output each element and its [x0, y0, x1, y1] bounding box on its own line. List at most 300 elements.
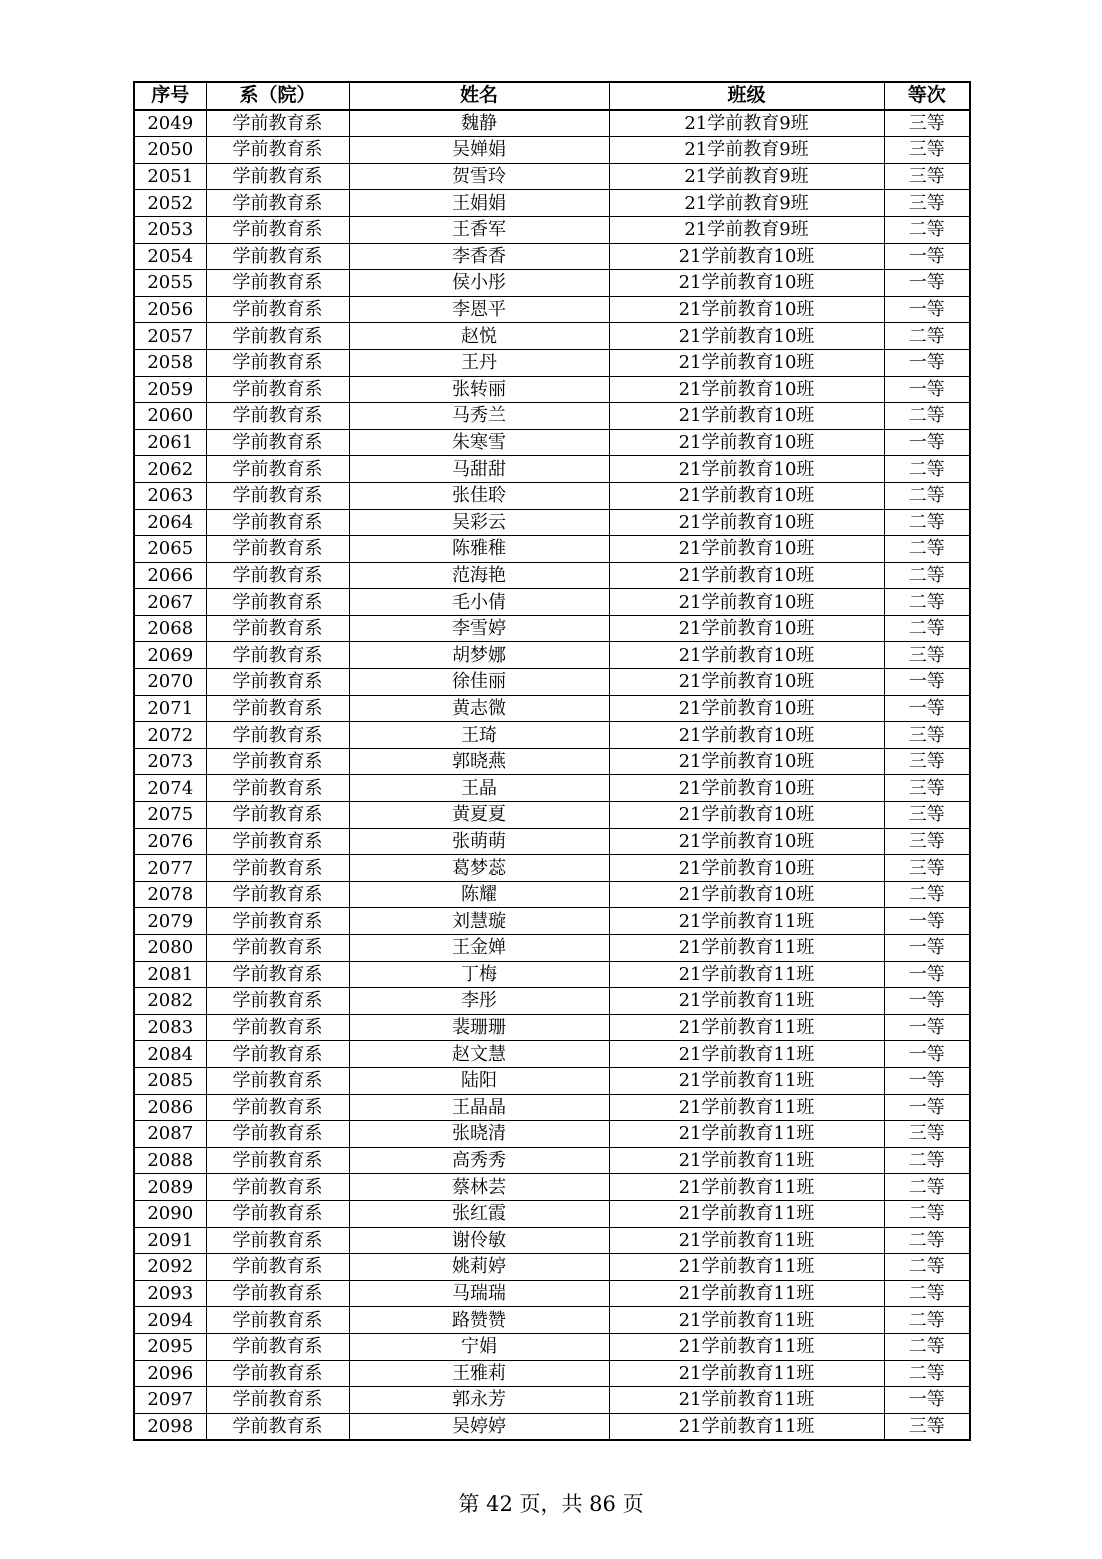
class-cell: 21学前教育11班 [609, 1333, 884, 1360]
serial-cell: 2052 [134, 190, 206, 217]
department-cell: 学前教育系 [206, 1413, 349, 1440]
name-cell: 张佳聆 [349, 482, 609, 509]
department-cell: 学前教育系 [206, 1094, 349, 1121]
name-cell: 胡梦娜 [349, 642, 609, 669]
grade-cell: 二等 [884, 323, 970, 350]
table-row [134, 216, 970, 243]
name-cell: 魏静 [349, 110, 609, 137]
grade-cell: 三等 [884, 855, 970, 882]
name-cell: 张萌萌 [349, 828, 609, 855]
class-cell: 21学前教育11班 [609, 1280, 884, 1307]
name-cell: 马瑞瑞 [349, 1280, 609, 1307]
name-cell: 王琦 [349, 722, 609, 749]
table-row [134, 1147, 970, 1174]
table-row [134, 1227, 970, 1254]
serial-cell: 2057 [134, 323, 206, 350]
serial-cell: 2083 [134, 1014, 206, 1041]
table-header [134, 82, 970, 110]
grade-cell: 一等 [884, 988, 970, 1015]
name-cell: 马秀兰 [349, 403, 609, 430]
grade-cell: 三等 [884, 190, 970, 217]
serial-cell: 2060 [134, 403, 206, 430]
serial-cell: 2056 [134, 296, 206, 323]
name-cell: 陈耀 [349, 881, 609, 908]
name-cell: 张晓清 [349, 1121, 609, 1148]
name-cell: 谢伶敏 [349, 1227, 609, 1254]
grade-cell: 一等 [884, 270, 970, 297]
class-cell: 21学前教育11班 [609, 908, 884, 935]
table-row [134, 1333, 970, 1360]
table-row [134, 482, 970, 509]
department-cell: 学前教育系 [206, 1174, 349, 1201]
class-cell: 21学前教育10班 [609, 642, 884, 669]
class-cell: 21学前教育10班 [609, 615, 884, 642]
class-cell: 21学前教育10班 [609, 349, 884, 376]
grade-cell: 二等 [884, 456, 970, 483]
table-row [134, 802, 970, 829]
table-row [134, 695, 970, 722]
serial-cell: 2091 [134, 1227, 206, 1254]
name-cell: 侯小彤 [349, 270, 609, 297]
table-row [134, 1280, 970, 1307]
table-row [134, 429, 970, 456]
name-cell: 刘慧璇 [349, 908, 609, 935]
table-row [134, 935, 970, 962]
department-cell: 学前教育系 [206, 775, 349, 802]
grade-cell: 二等 [884, 1147, 970, 1174]
table-row [134, 296, 970, 323]
department-cell: 学前教育系 [206, 190, 349, 217]
serial-cell: 2092 [134, 1254, 206, 1281]
name-cell: 王丹 [349, 349, 609, 376]
serial-cell: 2065 [134, 536, 206, 563]
name-cell: 王金婵 [349, 935, 609, 962]
serial-cell: 2066 [134, 562, 206, 589]
grade-cell: 二等 [884, 482, 970, 509]
class-cell: 21学前教育10班 [609, 509, 884, 536]
grade-cell: 一等 [884, 908, 970, 935]
name-cell: 赵文慧 [349, 1041, 609, 1068]
table-row [134, 1094, 970, 1121]
serial-cell: 2075 [134, 802, 206, 829]
class-cell: 21学前教育9班 [609, 163, 884, 190]
header-class: 班级 [609, 82, 884, 110]
serial-cell: 2072 [134, 722, 206, 749]
department-cell: 学前教育系 [206, 748, 349, 775]
table-row [134, 1254, 970, 1281]
grade-cell: 一等 [884, 296, 970, 323]
grade-cell: 二等 [884, 1333, 970, 1360]
name-cell: 葛梦蕊 [349, 855, 609, 882]
grade-cell: 一等 [884, 935, 970, 962]
serial-cell: 2082 [134, 988, 206, 1015]
serial-cell: 2053 [134, 216, 206, 243]
name-cell: 吴婵娟 [349, 137, 609, 164]
name-cell: 路赞赞 [349, 1307, 609, 1334]
table-row [134, 456, 970, 483]
serial-cell: 2077 [134, 855, 206, 882]
serial-cell: 2081 [134, 961, 206, 988]
serial-cell: 2054 [134, 243, 206, 270]
serial-cell: 2062 [134, 456, 206, 483]
grade-cell: 二等 [884, 562, 970, 589]
page-number: 第 42 页，共 86 页 [458, 1492, 644, 1516]
name-cell: 王晶晶 [349, 1094, 609, 1121]
grade-cell: 二等 [884, 881, 970, 908]
grade-cell: 二等 [884, 216, 970, 243]
class-cell: 21学前教育11班 [609, 1254, 884, 1281]
serial-cell: 2085 [134, 1067, 206, 1094]
grade-cell: 一等 [884, 695, 970, 722]
grade-cell: 三等 [884, 802, 970, 829]
class-cell: 21学前教育11班 [609, 1200, 884, 1227]
table-row [134, 908, 970, 935]
department-cell: 学前教育系 [206, 562, 349, 589]
department-cell: 学前教育系 [206, 695, 349, 722]
name-cell: 王晶 [349, 775, 609, 802]
serial-cell: 2089 [134, 1174, 206, 1201]
table-row [134, 748, 970, 775]
table-row [134, 828, 970, 855]
grade-cell: 二等 [884, 1227, 970, 1254]
class-cell: 21学前教育11班 [609, 1121, 884, 1148]
table-row [134, 270, 970, 297]
serial-cell: 2064 [134, 509, 206, 536]
grade-cell: 一等 [884, 429, 970, 456]
class-cell: 21学前教育10班 [609, 376, 884, 403]
serial-cell: 2097 [134, 1387, 206, 1414]
name-cell: 陈雅稚 [349, 536, 609, 563]
name-cell: 范海艳 [349, 562, 609, 589]
class-cell: 21学前教育10班 [609, 802, 884, 829]
table-row [134, 988, 970, 1015]
name-cell: 吴婷婷 [349, 1413, 609, 1440]
department-cell: 学前教育系 [206, 1307, 349, 1334]
serial-cell: 2051 [134, 163, 206, 190]
table-row [134, 881, 970, 908]
grade-cell: 二等 [884, 1360, 970, 1387]
grade-cell: 一等 [884, 1067, 970, 1094]
table-row [134, 642, 970, 669]
class-cell: 21学前教育11班 [609, 1174, 884, 1201]
table-row [134, 1121, 970, 1148]
serial-cell: 2067 [134, 589, 206, 616]
class-cell: 21学前教育10班 [609, 748, 884, 775]
grade-cell: 二等 [884, 1307, 970, 1334]
class-cell: 21学前教育10班 [609, 589, 884, 616]
table-row [134, 775, 970, 802]
serial-cell: 2079 [134, 908, 206, 935]
name-cell: 张转丽 [349, 376, 609, 403]
grade-cell: 一等 [884, 1387, 970, 1414]
department-cell: 学前教育系 [206, 110, 349, 137]
grade-cell: 二等 [884, 1254, 970, 1281]
name-cell: 王雅莉 [349, 1360, 609, 1387]
table-row [134, 190, 970, 217]
table-row [134, 1041, 970, 1068]
class-cell: 21学前教育10班 [609, 695, 884, 722]
table-row [134, 961, 970, 988]
department-cell: 学前教育系 [206, 669, 349, 696]
department-cell: 学前教育系 [206, 243, 349, 270]
table-row [134, 615, 970, 642]
name-cell: 黄志微 [349, 695, 609, 722]
department-cell: 学前教育系 [206, 1254, 349, 1281]
name-cell: 徐佳丽 [349, 669, 609, 696]
department-cell: 学前教育系 [206, 988, 349, 1015]
class-cell: 21学前教育11班 [609, 1360, 884, 1387]
class-cell: 21学前教育10班 [609, 296, 884, 323]
name-cell: 李彤 [349, 988, 609, 1015]
department-cell: 学前教育系 [206, 137, 349, 164]
table-row [134, 243, 970, 270]
serial-cell: 2086 [134, 1094, 206, 1121]
department-cell: 学前教育系 [206, 855, 349, 882]
department-cell: 学前教育系 [206, 216, 349, 243]
table-row [134, 1200, 970, 1227]
grade-cell: 二等 [884, 536, 970, 563]
class-cell: 21学前教育10班 [609, 828, 884, 855]
grade-cell: 三等 [884, 110, 970, 137]
grade-cell: 一等 [884, 349, 970, 376]
name-cell: 张红霞 [349, 1200, 609, 1227]
serial-cell: 2098 [134, 1413, 206, 1440]
name-cell: 王香军 [349, 216, 609, 243]
department-cell: 学前教育系 [206, 509, 349, 536]
serial-cell: 2059 [134, 376, 206, 403]
name-cell: 李雪婷 [349, 615, 609, 642]
serial-cell: 2070 [134, 669, 206, 696]
header-name: 姓名 [349, 82, 609, 110]
name-cell: 贺雪玲 [349, 163, 609, 190]
name-cell: 李香香 [349, 243, 609, 270]
name-cell: 毛小倩 [349, 589, 609, 616]
class-cell: 21学前教育10班 [609, 855, 884, 882]
grade-cell: 二等 [884, 509, 970, 536]
department-cell: 学前教育系 [206, 935, 349, 962]
class-cell: 21学前教育10班 [609, 722, 884, 749]
table-row [134, 403, 970, 430]
department-cell: 学前教育系 [206, 323, 349, 350]
serial-cell: 2080 [134, 935, 206, 962]
class-cell: 21学前教育9班 [609, 216, 884, 243]
grade-cell: 三等 [884, 1121, 970, 1148]
class-cell: 21学前教育11班 [609, 1227, 884, 1254]
serial-cell: 2050 [134, 137, 206, 164]
department-cell: 学前教育系 [206, 961, 349, 988]
name-cell: 李恩平 [349, 296, 609, 323]
table-row [134, 722, 970, 749]
table-row [134, 855, 970, 882]
serial-cell: 2074 [134, 775, 206, 802]
name-cell: 陆阳 [349, 1067, 609, 1094]
department-cell: 学前教育系 [206, 1121, 349, 1148]
name-cell: 丁梅 [349, 961, 609, 988]
name-cell: 朱寒雪 [349, 429, 609, 456]
table-row [134, 1067, 970, 1094]
grade-cell: 三等 [884, 722, 970, 749]
class-cell: 21学前教育11班 [609, 1094, 884, 1121]
grade-cell: 一等 [884, 961, 970, 988]
name-cell: 吴彩云 [349, 509, 609, 536]
serial-cell: 2069 [134, 642, 206, 669]
department-cell: 学前教育系 [206, 1041, 349, 1068]
serial-cell: 2088 [134, 1147, 206, 1174]
grade-cell: 二等 [884, 403, 970, 430]
table-row [134, 323, 970, 350]
header-grade: 等次 [884, 82, 970, 110]
class-cell: 21学前教育10班 [609, 536, 884, 563]
table-row [134, 163, 970, 190]
serial-cell: 2095 [134, 1333, 206, 1360]
class-cell: 21学前教育11班 [609, 961, 884, 988]
serial-cell: 2071 [134, 695, 206, 722]
table-row [134, 349, 970, 376]
grade-cell: 一等 [884, 1041, 970, 1068]
department-cell: 学前教育系 [206, 642, 349, 669]
class-cell: 21学前教育11班 [609, 1014, 884, 1041]
table-row [134, 536, 970, 563]
name-cell: 马甜甜 [349, 456, 609, 483]
table-row [134, 589, 970, 616]
department-cell: 学前教育系 [206, 296, 349, 323]
grade-cell: 一等 [884, 669, 970, 696]
table-row [134, 509, 970, 536]
department-cell: 学前教育系 [206, 429, 349, 456]
department-cell: 学前教育系 [206, 482, 349, 509]
department-cell: 学前教育系 [206, 1333, 349, 1360]
grade-cell: 二等 [884, 615, 970, 642]
table-row [134, 562, 970, 589]
class-cell: 21学前教育9班 [609, 190, 884, 217]
serial-cell: 2058 [134, 349, 206, 376]
department-cell: 学前教育系 [206, 163, 349, 190]
table-body [134, 110, 970, 1441]
department-cell: 学前教育系 [206, 1387, 349, 1414]
serial-cell: 2049 [134, 110, 206, 137]
class-cell: 21学前教育11班 [609, 988, 884, 1015]
grade-cell: 三等 [884, 828, 970, 855]
grade-cell: 三等 [884, 748, 970, 775]
class-cell: 21学前教育10班 [609, 403, 884, 430]
name-cell: 黄夏夏 [349, 802, 609, 829]
serial-cell: 2093 [134, 1280, 206, 1307]
department-cell: 学前教育系 [206, 589, 349, 616]
serial-cell: 2055 [134, 270, 206, 297]
grade-cell: 二等 [884, 589, 970, 616]
table-row [134, 137, 970, 164]
table-row [134, 1387, 970, 1414]
name-cell: 王娟娟 [349, 190, 609, 217]
department-cell: 学前教育系 [206, 615, 349, 642]
department-cell: 学前教育系 [206, 349, 349, 376]
serial-cell: 2084 [134, 1041, 206, 1068]
class-cell: 21学前教育10班 [609, 243, 884, 270]
department-cell: 学前教育系 [206, 456, 349, 483]
department-cell: 学前教育系 [206, 1360, 349, 1387]
name-cell: 蔡林芸 [349, 1174, 609, 1201]
department-cell: 学前教育系 [206, 802, 349, 829]
class-cell: 21学前教育10班 [609, 881, 884, 908]
table-row [134, 1307, 970, 1334]
header-department: 系（院） [206, 82, 349, 110]
grade-cell: 一等 [884, 376, 970, 403]
serial-cell: 2087 [134, 1121, 206, 1148]
grade-cell: 三等 [884, 163, 970, 190]
grade-cell: 二等 [884, 1174, 970, 1201]
department-cell: 学前教育系 [206, 908, 349, 935]
department-cell: 学前教育系 [206, 722, 349, 749]
department-cell: 学前教育系 [206, 536, 349, 563]
name-cell: 姚莉婷 [349, 1254, 609, 1281]
class-cell: 21学前教育9班 [609, 110, 884, 137]
department-cell: 学前教育系 [206, 1014, 349, 1041]
grade-cell: 一等 [884, 1094, 970, 1121]
name-cell: 郭晓燕 [349, 748, 609, 775]
serial-cell: 2061 [134, 429, 206, 456]
name-cell: 郭永芳 [349, 1387, 609, 1414]
serial-cell: 2078 [134, 881, 206, 908]
class-cell: 21学前教育10班 [609, 775, 884, 802]
department-cell: 学前教育系 [206, 828, 349, 855]
department-cell: 学前教育系 [206, 403, 349, 430]
department-cell: 学前教育系 [206, 376, 349, 403]
class-cell: 21学前教育10班 [609, 323, 884, 350]
header-row [134, 82, 970, 110]
grade-cell: 二等 [884, 1200, 970, 1227]
class-cell: 21学前教育11班 [609, 1041, 884, 1068]
department-cell: 学前教育系 [206, 1200, 349, 1227]
name-cell: 高秀秀 [349, 1147, 609, 1174]
roster-table [133, 81, 971, 1441]
table-row [134, 1413, 970, 1440]
grade-cell: 三等 [884, 1413, 970, 1440]
class-cell: 21学前教育9班 [609, 137, 884, 164]
department-cell: 学前教育系 [206, 1067, 349, 1094]
grade-cell: 一等 [884, 1014, 970, 1041]
department-cell: 学前教育系 [206, 881, 349, 908]
class-cell: 21学前教育10班 [609, 270, 884, 297]
grade-cell: 三等 [884, 775, 970, 802]
class-cell: 21学前教育11班 [609, 1147, 884, 1174]
grade-cell: 一等 [884, 243, 970, 270]
class-cell: 21学前教育10班 [609, 669, 884, 696]
name-cell: 裴珊珊 [349, 1014, 609, 1041]
grade-cell: 三等 [884, 642, 970, 669]
department-cell: 学前教育系 [206, 1280, 349, 1307]
serial-cell: 2068 [134, 615, 206, 642]
serial-cell: 2090 [134, 1200, 206, 1227]
table-row [134, 1174, 970, 1201]
name-cell: 宁娟 [349, 1333, 609, 1360]
serial-cell: 2073 [134, 748, 206, 775]
class-cell: 21学前教育11班 [609, 1387, 884, 1414]
department-cell: 学前教育系 [206, 1227, 349, 1254]
class-cell: 21学前教育10班 [609, 562, 884, 589]
table-row [134, 669, 970, 696]
table-row [134, 376, 970, 403]
serial-cell: 2096 [134, 1360, 206, 1387]
department-cell: 学前教育系 [206, 270, 349, 297]
class-cell: 21学前教育10班 [609, 482, 884, 509]
class-cell: 21学前教育11班 [609, 1307, 884, 1334]
table-row [134, 1360, 970, 1387]
department-cell: 学前教育系 [206, 1147, 349, 1174]
header-serial: 序号 [134, 82, 206, 110]
class-cell: 21学前教育11班 [609, 1067, 884, 1094]
class-cell: 21学前教育11班 [609, 935, 884, 962]
serial-cell: 2094 [134, 1307, 206, 1334]
